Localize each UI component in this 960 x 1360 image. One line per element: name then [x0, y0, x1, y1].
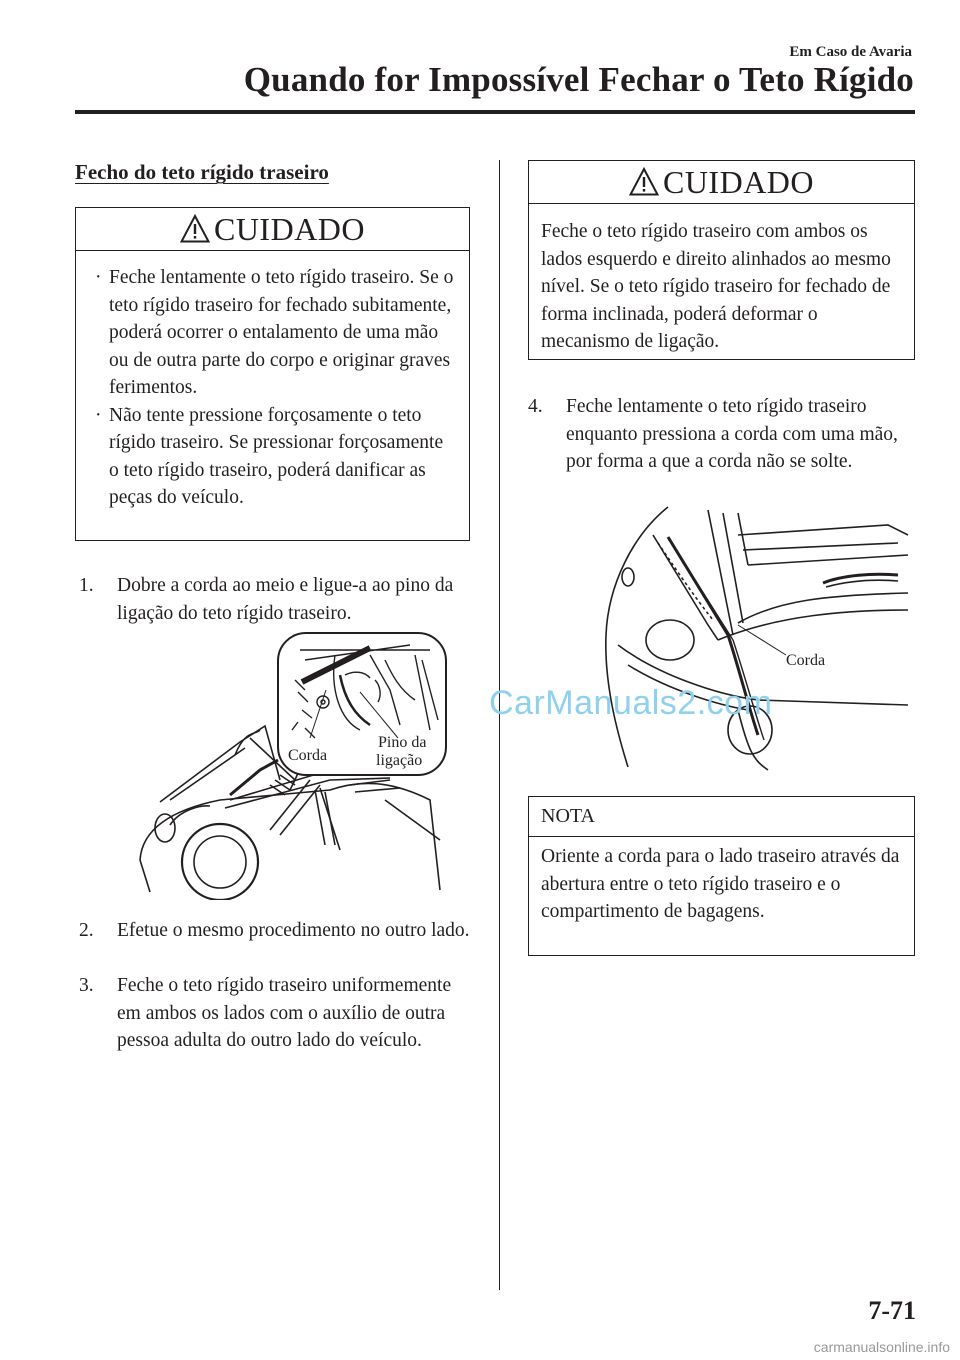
caution-box-left	[75, 207, 470, 541]
figure-label-pin-line1: Pino da	[378, 734, 427, 751]
caution-bullet	[86, 402, 455, 512]
step-2	[79, 917, 474, 945]
figure-label-rope: Corda	[786, 652, 826, 669]
warning-triangle-icon	[180, 214, 210, 244]
step-number: 1.	[79, 575, 94, 596]
step-number: 4.	[528, 396, 543, 417]
caution-bullet	[86, 264, 455, 402]
header-rule	[75, 110, 915, 114]
warning-triangle-icon	[629, 167, 659, 197]
column-divider	[499, 160, 500, 1290]
step-4	[528, 393, 913, 476]
bullet-dot: ·	[95, 267, 102, 288]
car-trunk-illustration	[130, 630, 450, 900]
page-number: 7-71	[868, 1296, 916, 1325]
header-section-name: Em Caso de Avaria	[789, 44, 912, 60]
watermark: CarManuals2.com	[489, 684, 773, 722]
step-text: Feche lentamente o teto rígido traseiro enquanto pressiona a corda com uma mão, por forma a que a corda não se solte.	[566, 396, 898, 472]
figure-label-pin-line2: ligação	[376, 752, 423, 769]
step-number: 3.	[79, 975, 94, 996]
nota-label: NOTA	[529, 797, 914, 837]
step-3	[79, 972, 474, 1055]
nota-text: Oriente a corda para o lado traseiro através da abertura entre o teto rígido traseiro e o compartimento de bagagens.	[541, 846, 900, 922]
caution-label: CUIDADO	[662, 163, 815, 200]
caution-bullet-text: Não tente pressione forçosamente o teto rígido traseiro. Se pressionar forçosamente o teto rígido traseiro, poderá danificar as peças do veículo.	[109, 404, 444, 508]
step-1	[79, 572, 474, 627]
step-number: 2.	[79, 920, 94, 941]
caution-box-right	[528, 160, 915, 360]
page-title: Quando for Impossível Fechar o Teto Rígido	[243, 60, 914, 99]
nota-box	[528, 796, 915, 956]
caution-header	[76, 208, 469, 251]
bullet-dot: ·	[95, 404, 102, 426]
step-text: Efetue o mesmo procedimento no outro lado.	[117, 920, 470, 941]
caution-text: Feche o teto rígido traseiro com ambos os lados esquerdo e direito alinhados ao mesmo nível. Se o teto rígido traseiro for fechado de forma inclinada, poderá deformar o mecanismo de ligação.	[541, 221, 891, 352]
section-title: Fecho do teto rígido traseiro	[75, 160, 329, 184]
caution-label: CUIDADO	[213, 210, 366, 247]
caution-bullet-text: Feche lentamente o teto rígido traseiro. Se o teto rígido traseiro for fechado subitamente, poderá ocorrer o entalamento de uma mão ou de outra parte do corpo e originar graves ferimentos.	[109, 267, 454, 398]
figure-label-rope: Corda	[288, 747, 328, 764]
step-text: Dobre a corda ao meio e ligue-a ao pino da ligação do teto rígido traseiro.	[117, 575, 454, 624]
rope-routing-illustration	[598, 505, 910, 775]
caution-body	[76, 251, 469, 512]
footer-website: carmanualsonline.info	[813, 1339, 950, 1355]
caution-header	[529, 161, 914, 204]
step-text: Feche o teto rígido traseiro uniformemente em ambos os lados com o auxílio de outra pessoa adulta do outro lado do veículo.	[117, 975, 452, 1051]
